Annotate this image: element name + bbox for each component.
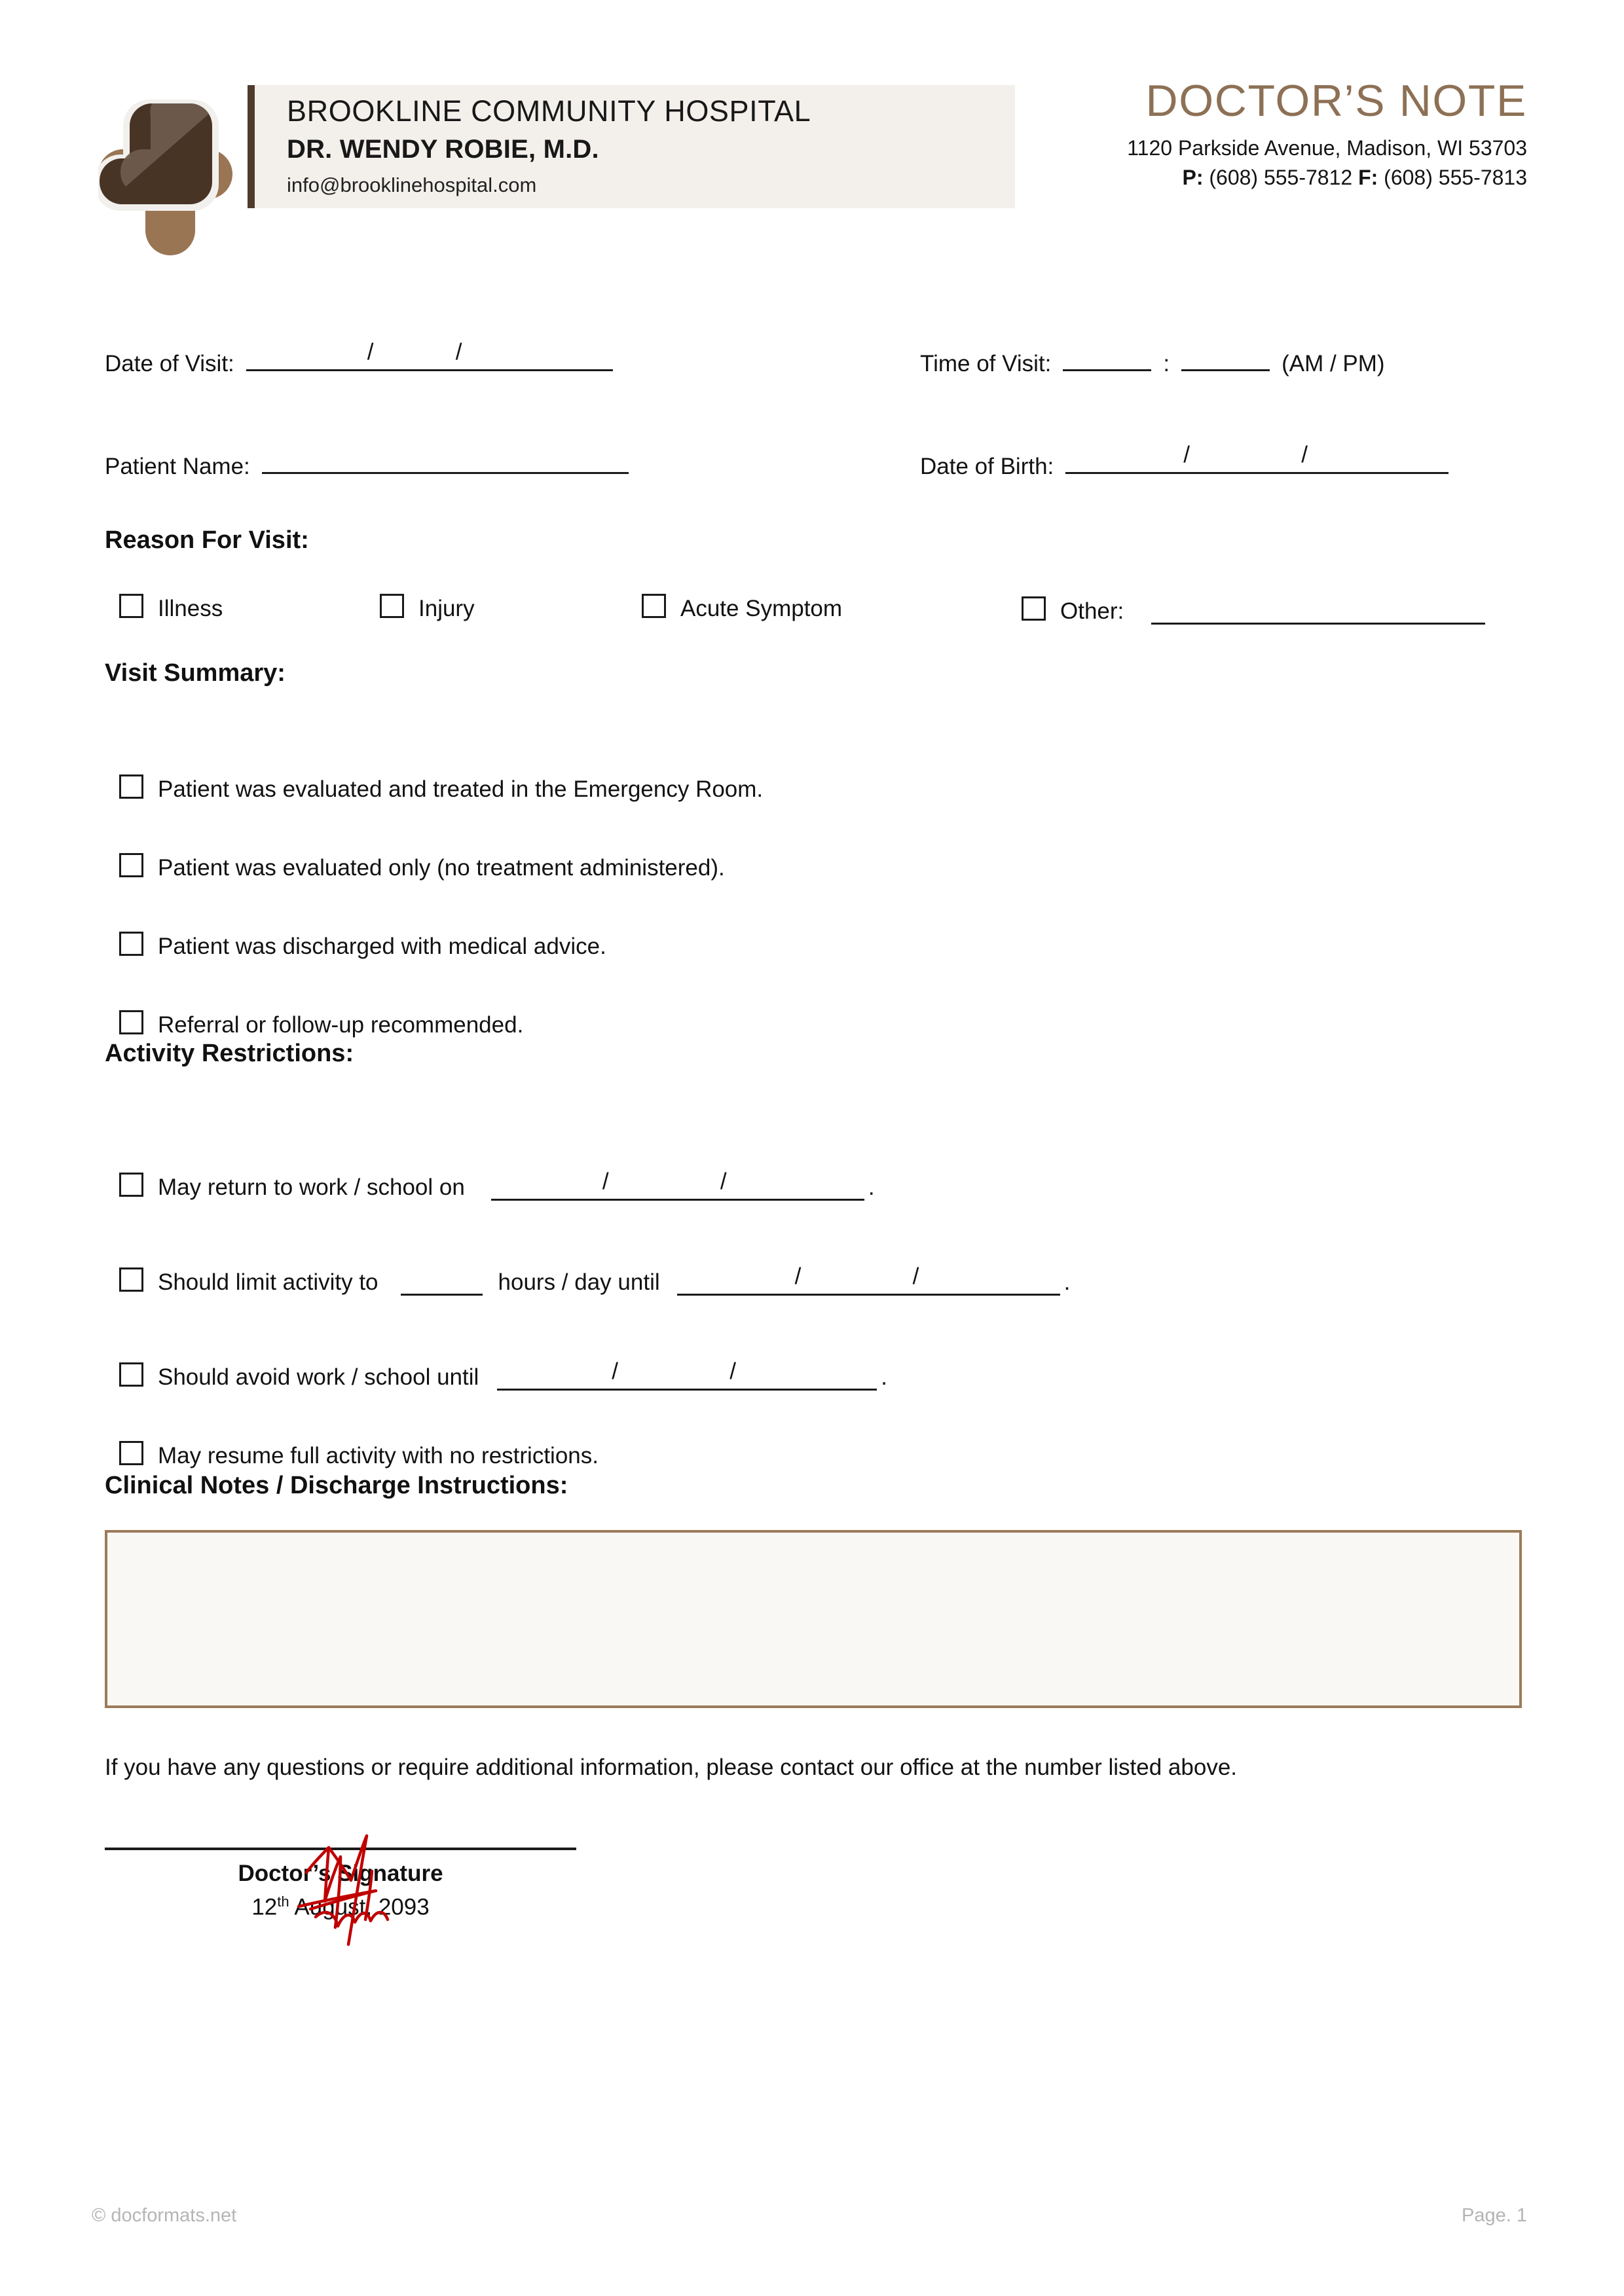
restriction-return-date-input[interactable]	[491, 1170, 864, 1201]
restriction-hours-input[interactable]	[401, 1265, 483, 1296]
reason-for-visit-options	[105, 594, 1527, 653]
document-header	[98, 76, 1527, 210]
doctor-name: DR. WENDY ROBIE, M.D.	[287, 135, 599, 164]
period-mark: .	[868, 1175, 875, 1200]
checkbox-reason-other[interactable]	[1022, 594, 1485, 625]
brand-block	[98, 79, 1015, 210]
brand-banner	[248, 85, 1015, 208]
fax-label: F:	[1358, 166, 1378, 189]
checkbox-summary-er-treated[interactable]	[119, 724, 1527, 803]
date-of-birth-group	[920, 443, 1529, 480]
checkbox-restriction-return-date[interactable]	[119, 1106, 1527, 1201]
reason-for-visit-heading: Reason For Visit:	[105, 526, 309, 554]
checkbox-label: Should limit activity to	[158, 1269, 378, 1295]
form-body	[105, 340, 1527, 1920]
doctor-signature-icon	[295, 1828, 465, 1956]
restriction-avoid-until-input[interactable]	[497, 1360, 877, 1391]
hospital-address: 1120 Parkside Avenue, Madison, WI 53703	[1127, 136, 1527, 160]
banner-accent-bar	[248, 85, 255, 208]
date-slash-1: /	[612, 1358, 619, 1384]
checkbox-box[interactable]	[642, 594, 666, 618]
patient-name-input[interactable]	[262, 443, 629, 474]
checkbox-restriction-avoid-until[interactable]	[119, 1296, 1527, 1391]
date-slash-1: /	[602, 1169, 609, 1194]
checkbox-box[interactable]	[119, 774, 143, 799]
signature-date-suffix: th	[277, 1893, 289, 1910]
medical-cross-logo-icon	[98, 98, 232, 262]
row-patient-dob	[105, 443, 1527, 512]
signature-date-day: 12	[251, 1894, 278, 1920]
dob-slash-1: /	[1183, 442, 1190, 467]
date-of-visit-input[interactable]	[246, 340, 613, 371]
time-minute-input[interactable]	[1181, 340, 1270, 371]
ampm-label: (AM / PM)	[1282, 351, 1385, 376]
checkbox-label-middle: hours / day until	[498, 1269, 660, 1295]
closing-paragraph: If you have any questions or require additional information, please contact our office at the number listed above.	[105, 1755, 1238, 1780]
date-of-visit-group	[105, 340, 760, 377]
checkbox-box[interactable]	[119, 853, 143, 877]
checkbox-label: Should avoid work / school until	[158, 1364, 479, 1390]
checkbox-box[interactable]	[119, 1362, 143, 1387]
restriction-limit-until-input[interactable]	[677, 1265, 1060, 1296]
hospital-email: info@brooklinehospital.com	[287, 173, 537, 196]
date-of-birth-input[interactable]	[1065, 443, 1449, 474]
date-slash-1: /	[367, 339, 374, 365]
checkbox-label: Acute Symptom	[680, 596, 843, 621]
checkbox-label: Illness	[158, 596, 223, 621]
visit-summary-heading: Visit Summary:	[105, 659, 286, 687]
visit-summary-options	[105, 724, 1527, 1038]
page-footer	[92, 2205, 1527, 2227]
date-slash-1: /	[794, 1264, 802, 1289]
phone-label: P:	[1182, 166, 1204, 189]
activity-restrictions-options	[105, 1106, 1527, 1469]
period-mark: .	[881, 1364, 888, 1390]
checkbox-reason-illness[interactable]	[119, 594, 223, 622]
period-mark: .	[1063, 1269, 1071, 1295]
phone-number: (608) 555-7812	[1209, 166, 1353, 189]
checkbox-label: Patient was evaluated and treated in the Emergency Room.	[158, 776, 764, 802]
checkbox-box[interactable]	[119, 1173, 143, 1197]
checkbox-box[interactable]	[119, 1010, 143, 1034]
time-of-visit-label: Time of Visit:	[920, 351, 1052, 376]
banner-text-group	[287, 85, 1008, 208]
checkbox-reason-injury[interactable]	[380, 594, 475, 622]
time-separator: :	[1163, 351, 1170, 376]
date-slash-2: /	[455, 339, 462, 365]
checkbox-reason-acute-symptom[interactable]	[642, 594, 842, 622]
time-of-visit-group	[920, 340, 1529, 377]
signature-date-rest: August, 2093	[289, 1894, 430, 1920]
hospital-phone-fax	[990, 166, 1527, 190]
checkbox-summary-referral[interactable]	[119, 960, 1527, 1038]
checkbox-label: May resume full activity with no restrictions.	[158, 1443, 599, 1468]
checkbox-restriction-resume-full[interactable]	[119, 1391, 1527, 1469]
checkbox-box[interactable]	[380, 594, 404, 618]
hospital-name: BROOKLINE COMMUNITY HOSPITAL	[287, 94, 811, 128]
patient-name-label: Patient Name:	[105, 454, 250, 479]
title-block	[990, 76, 1527, 190]
date-slash-2: /	[729, 1358, 737, 1384]
checkbox-box[interactable]	[119, 1441, 143, 1465]
checkbox-label: Injury	[418, 596, 475, 621]
signature-block	[105, 1848, 576, 1921]
checkbox-box[interactable]	[1022, 596, 1046, 621]
section-activity-restrictions	[105, 1040, 1527, 1469]
page-title: DOCTOR’S NOTE	[1145, 76, 1527, 126]
checkbox-box[interactable]	[119, 932, 143, 956]
patient-name-group	[105, 443, 760, 480]
clinical-notes-heading: Clinical Notes / Discharge Instructions:	[105, 1472, 568, 1499]
section-visit-summary	[105, 659, 1527, 1038]
checkbox-label: Patient was discharged with medical advice.	[158, 934, 606, 959]
checkbox-label: Referral or follow-up recommended.	[158, 1012, 524, 1038]
section-reason-for-visit	[105, 526, 1527, 653]
fax-number: (608) 555-7813	[1384, 166, 1527, 189]
clinical-notes-textarea[interactable]	[105, 1530, 1522, 1708]
activity-restrictions-heading: Activity Restrictions:	[105, 1040, 354, 1067]
signature-caption: Doctor’s Signature	[238, 1860, 443, 1886]
reason-other-input[interactable]	[1151, 594, 1485, 625]
checkbox-box[interactable]	[119, 594, 143, 618]
dob-slash-2: /	[1301, 442, 1308, 467]
date-slash-2: /	[912, 1264, 919, 1289]
date-of-visit-label: Date of Visit:	[105, 351, 234, 376]
footer-copyright: © docformats.net	[92, 2205, 237, 2226]
checkbox-summary-discharged[interactable]	[119, 881, 1527, 960]
row-visit-datetime	[105, 340, 1527, 416]
checkbox-label: Patient was evaluated only (no treatment administered).	[158, 855, 725, 881]
checkbox-label: Other:	[1060, 598, 1124, 624]
date-of-birth-label: Date of Birth:	[920, 454, 1054, 479]
checkbox-label: May return to work / school on	[158, 1175, 465, 1200]
checkbox-summary-evaluated-only[interactable]	[119, 803, 1527, 881]
date-slash-2: /	[720, 1169, 727, 1194]
time-hour-input[interactable]	[1063, 340, 1151, 371]
checkbox-box[interactable]	[119, 1267, 143, 1292]
footer-page-number: Page. 1	[1462, 2205, 1527, 2226]
checkbox-restriction-limit-hours[interactable]	[119, 1201, 1527, 1296]
section-clinical-notes	[105, 1472, 1527, 1708]
